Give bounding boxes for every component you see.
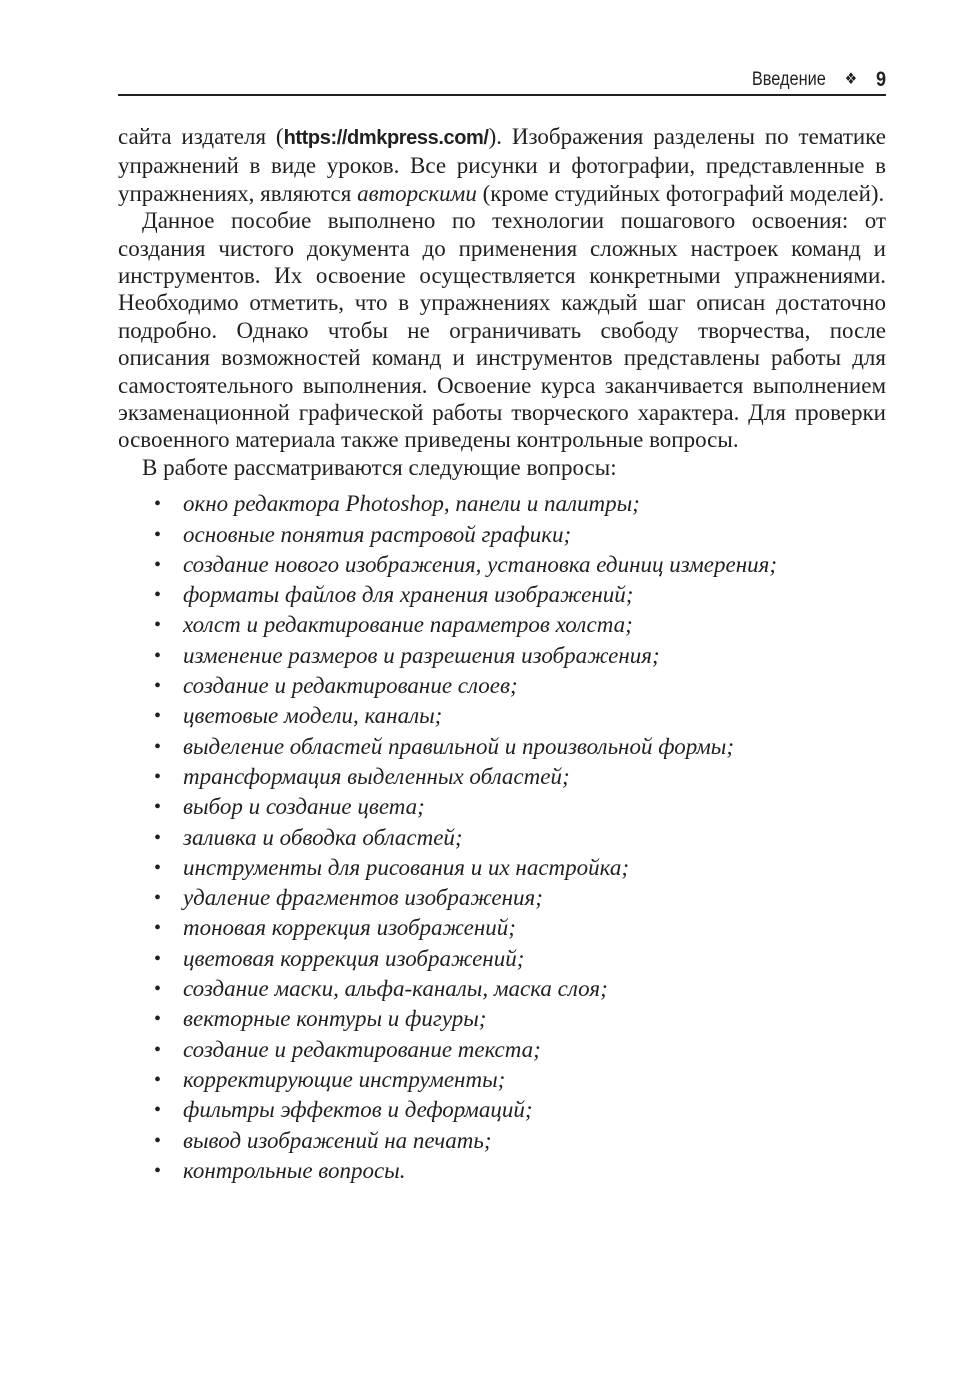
list-item-text: основные понятия растровой графики; (183, 521, 572, 547)
list-item-text: цветовые модели, каналы; (183, 703, 443, 729)
bullet-icon: • (154, 826, 162, 849)
list-item-text: выделение областей правильной и произвольной формы; (183, 733, 734, 759)
bullet-icon: • (154, 1008, 162, 1031)
list-item-text: создание и редактирование слоев; (183, 673, 518, 699)
bullet-icon: • (154, 705, 162, 728)
list-item (118, 701, 886, 731)
paragraph-1-text-a: сайта издателя ( (118, 124, 284, 149)
list-item (118, 883, 886, 913)
bullet-icon: • (154, 553, 162, 576)
list-item-text: создание нового изображения, установка единиц измерения; (183, 551, 777, 577)
list-item (118, 580, 886, 610)
bullet-icon: • (154, 584, 162, 607)
list-item-text: контрольные вопросы. (183, 1157, 406, 1183)
bullet-icon: • (154, 614, 162, 637)
bullet-icon: • (154, 523, 162, 546)
bullet-icon: • (154, 644, 162, 667)
list-item-text: тоновая коррекция изображений; (183, 915, 516, 941)
list-item-text: создание и редактирование текста; (183, 1036, 541, 1062)
list-item-text: изменение размеров и разрешения изображения; (183, 642, 660, 668)
list-item (118, 1004, 886, 1034)
bullet-icon: • (154, 493, 162, 516)
paragraph-1-emphasis: авторскими (357, 180, 477, 206)
list-item-text: фильтры эффектов и деформаций; (183, 1097, 533, 1123)
list-item-text: окно редактора Photoshop, панели и палитры; (183, 491, 640, 517)
list-item (118, 1126, 886, 1156)
bullet-icon: • (154, 765, 162, 788)
paragraph-3: В работе рассматриваются следующие вопросы: (142, 454, 617, 480)
bullet-icon: • (154, 1159, 162, 1182)
list-item-text: корректирующие инструменты; (183, 1066, 506, 1092)
paragraph-1 (118, 123, 886, 207)
paragraph-1-text-b: ). Изображения разделены по тематике упражнений в виде уроков. Все рисунки и фотографии, представленные в упражнениях, являются (118, 124, 886, 206)
running-header (118, 66, 886, 96)
paragraph-2: Данное пособие выполнено по технологии пошагового освоения: от создания чистого документа до применения сложных настроек команд и инструментов. Их освоение осуществляется конкретными упражнениями. Необходимо отметить, что в упражнениях каждый шаг описан достаточно подробно. Однако чтобы не ограничивать свободу творчества, после описания возможностей команд и инструментов представлены работы для самостоятельного выполнения. Освоение курса заканчивается выполнением экзаменационной графической работы творческого характера. Для проверки освоенного материала также приведены контрольные вопросы. (118, 208, 886, 453)
bullet-icon: • (154, 796, 162, 819)
list-item (118, 823, 886, 853)
list-item (118, 671, 886, 701)
list-item-text: векторные контуры и фигуры; (183, 1006, 487, 1032)
list-item (118, 1095, 886, 1125)
section-title: Введение (751, 69, 826, 90)
list-item (118, 762, 886, 792)
list-item (118, 974, 886, 1004)
list-item-text: создание маски, альфа-каналы, маска слоя; (183, 976, 608, 1002)
list-item-text: форматы файлов для хранения изображений; (183, 582, 634, 608)
list-item (118, 853, 886, 883)
bullet-icon: • (154, 856, 162, 879)
list-item (118, 732, 886, 762)
list-item-text: заливка и обводка областей; (183, 824, 463, 850)
bullet-icon: • (154, 735, 162, 758)
list-item (118, 913, 886, 943)
list-item-text: трансформация выделенных областей; (183, 763, 570, 789)
bullet-icon: • (154, 978, 162, 1001)
bullet-icon: • (154, 1099, 162, 1122)
list-item-text: выбор и создание цвета; (183, 794, 425, 820)
bullet-icon: • (154, 917, 162, 940)
page-body (118, 123, 886, 1186)
list-item (118, 489, 886, 519)
list-item (118, 550, 886, 580)
list-item (118, 944, 886, 974)
list-item (118, 610, 886, 640)
ornament-icon: ❖ (844, 71, 858, 88)
bullet-icon: • (154, 1038, 162, 1061)
bullet-icon: • (154, 1068, 162, 1091)
list-item (118, 1035, 886, 1065)
list-item (118, 1065, 886, 1095)
topics-list (118, 489, 886, 1186)
list-item-text: вывод изображений на печать; (183, 1127, 492, 1153)
header-right (752, 68, 886, 92)
list-item-text: цветовая коррекция изображений; (183, 945, 525, 971)
page-number: 9 (875, 68, 886, 91)
publisher-url-link[interactable]: https://dmkpress.com/ (283, 127, 489, 149)
bullet-icon: • (154, 947, 162, 970)
list-item (118, 792, 886, 822)
bullet-icon: • (154, 1129, 162, 1152)
list-item-text: инструменты для рисования и их настройка; (183, 854, 629, 880)
list-item (118, 520, 886, 550)
list-item (118, 1156, 886, 1186)
bullet-icon: • (154, 887, 162, 910)
bullet-icon: • (154, 675, 162, 698)
list-item (118, 641, 886, 671)
paragraph-1-text-c: (кроме студийных фотографий моделей). (476, 180, 885, 206)
list-item-text: холст и редактирование параметров холста; (183, 612, 633, 638)
list-item-text: удаление фрагментов изображения; (183, 885, 543, 911)
